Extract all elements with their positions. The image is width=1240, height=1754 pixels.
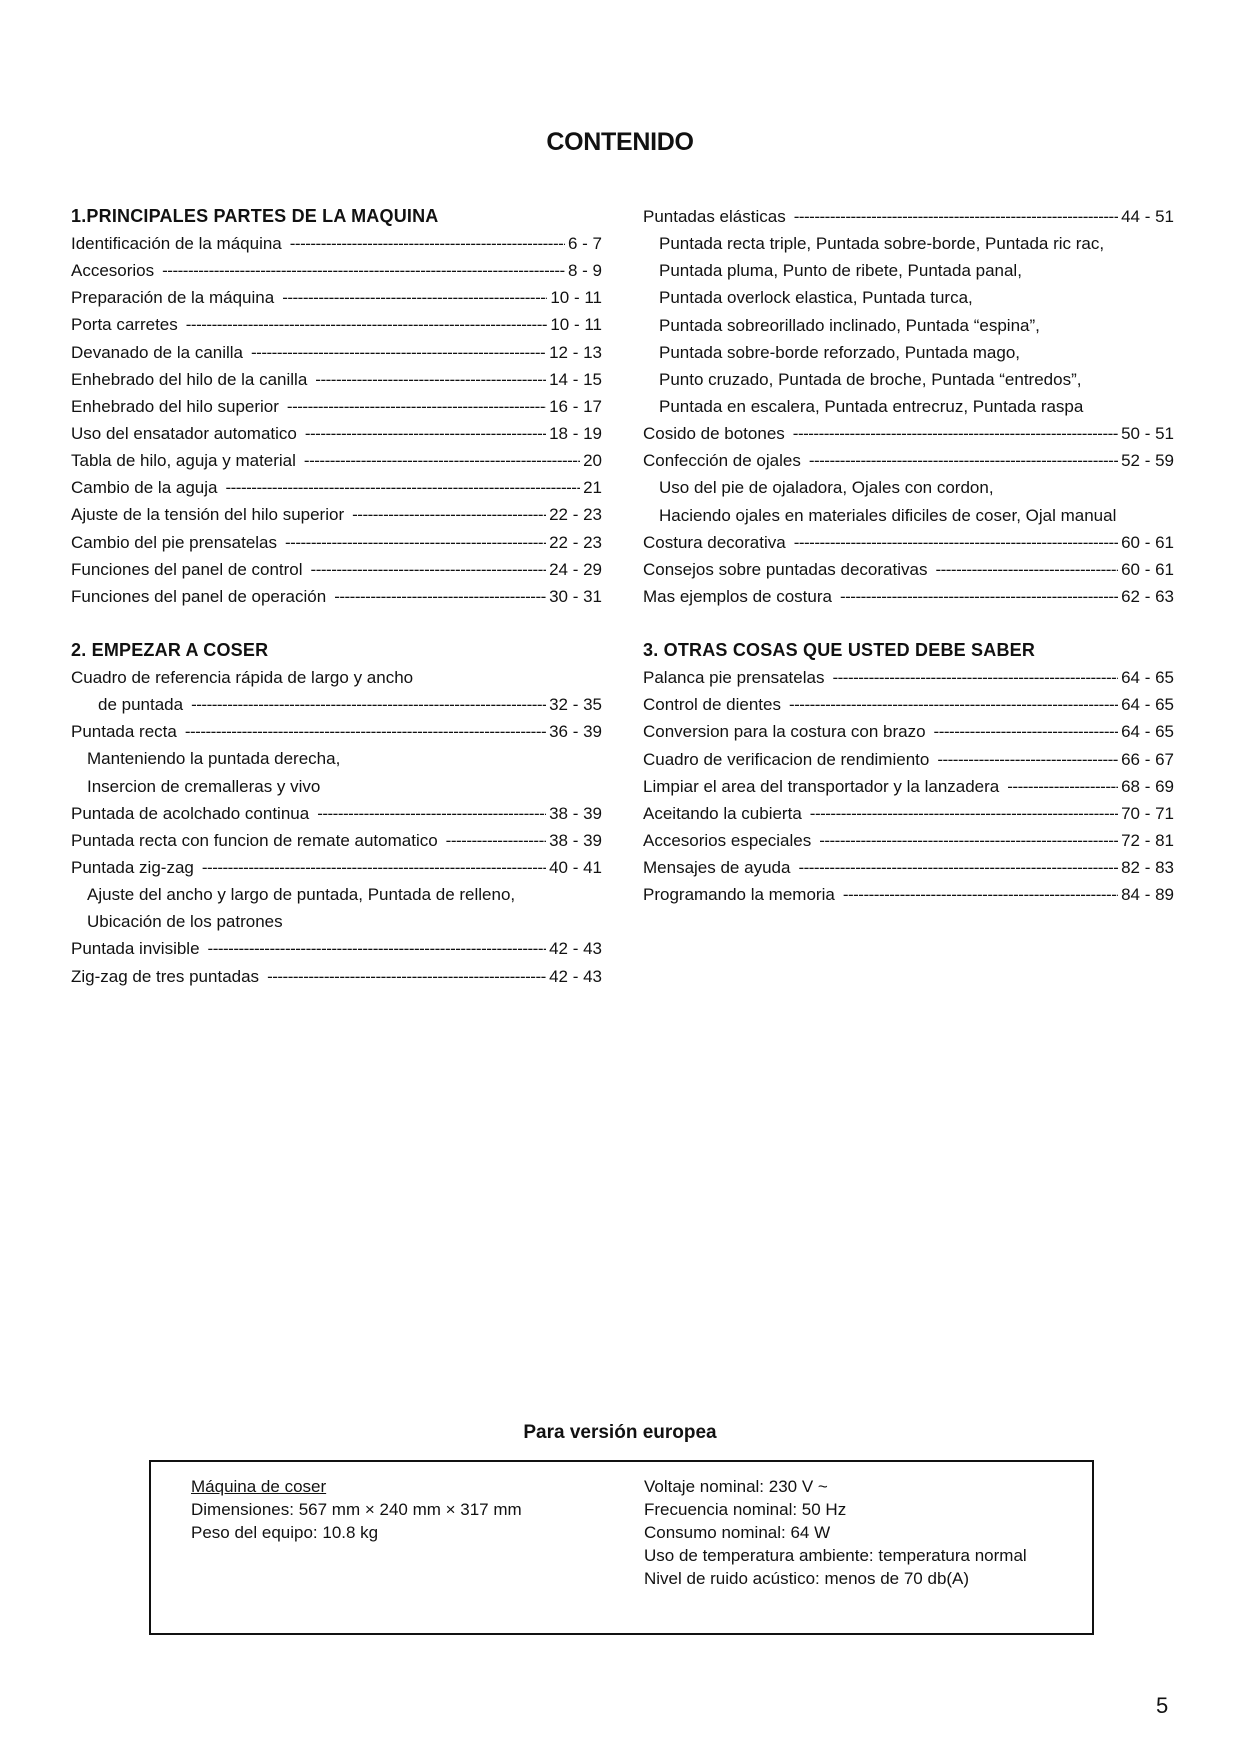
toc-entry-pages: 18 - 19 bbox=[549, 423, 602, 443]
european-version-heading: Para versión europea bbox=[523, 1422, 717, 1443]
dot-leader bbox=[317, 800, 546, 827]
dot-leader bbox=[225, 474, 580, 501]
toc-entry-pages: 64 - 65 bbox=[1121, 668, 1174, 688]
machine-dimensions: Dimensiones: 567 mm × 240 mm × 317 mm bbox=[191, 1500, 522, 1519]
dot-leader bbox=[810, 800, 1118, 827]
toc-entry-label: Cambio del pie prensatelas bbox=[71, 532, 278, 552]
toc-entry-pages: 82 - 83 bbox=[1121, 858, 1174, 878]
page-title: CONTENIDO bbox=[546, 128, 694, 156]
toc-entry-pages: 60 - 61 bbox=[1121, 559, 1174, 579]
dot-leader bbox=[251, 339, 546, 366]
dot-leader bbox=[794, 529, 1118, 556]
toc-entry-pages: 66 - 67 bbox=[1121, 749, 1174, 769]
dot-leader bbox=[446, 827, 546, 854]
toc-entry[interactable] bbox=[71, 556, 602, 583]
machine-weight: Peso del equipo: 10.8 kg bbox=[191, 1523, 379, 1542]
toc-entry-ojales[interactable] bbox=[643, 447, 1174, 474]
toc-entry-pages: 70 - 71 bbox=[1121, 803, 1174, 823]
toc-subentry: Manteniendo la puntada derecha, bbox=[87, 749, 341, 769]
toc-entry-label: Conversion para la costura con brazo bbox=[643, 722, 926, 742]
toc-entry-label: Preparación de la máquina bbox=[71, 288, 275, 308]
section-heading-otras-cosas: 3. OTRAS COSAS QUE USTED DEBE SABER bbox=[643, 640, 1036, 661]
toc-entry-label: Accesorios especiales bbox=[643, 830, 812, 850]
toc-subentry: Haciendo ojales en materiales dificiles de coser, Ojal manual bbox=[659, 505, 1117, 525]
toc-entry[interactable] bbox=[71, 420, 602, 447]
ambient-temperature: Uso de temperatura ambiente: temperatura normal bbox=[644, 1546, 1027, 1565]
toc-entry-pages: 64 - 65 bbox=[1121, 695, 1174, 715]
toc-entry-label: Costura decorativa bbox=[643, 532, 786, 552]
toc-entry-pages: 36 - 39 bbox=[549, 722, 602, 742]
toc-entry-label: Enhebrado del hilo de la canilla bbox=[71, 369, 308, 389]
toc-entry-pages: 10 - 11 bbox=[550, 315, 602, 335]
toc-entry-label: Cuadro de verificacion de rendimiento bbox=[643, 749, 930, 769]
toc-entry-invisible[interactable] bbox=[71, 935, 602, 962]
specifications-box bbox=[149, 1460, 1094, 1635]
toc-entry-label: Ajuste de la tensión del hilo superior bbox=[71, 505, 345, 525]
toc-entry-pages: 24 - 29 bbox=[549, 559, 602, 579]
toc-entry[interactable] bbox=[643, 691, 1174, 718]
toc-entry[interactable] bbox=[643, 800, 1174, 827]
nominal-consumption: Consumo nominal: 64 W bbox=[644, 1523, 831, 1542]
toc-subentry: Ubicación de los patrones bbox=[87, 912, 283, 932]
toc-entry-pages: 40 - 41 bbox=[549, 857, 602, 877]
toc-entry[interactable] bbox=[71, 393, 602, 420]
toc-entry[interactable] bbox=[643, 718, 1174, 745]
toc-subentry: Uso del pie de ojaladora, Ojales con cordon, bbox=[659, 478, 994, 498]
toc-subentry: Puntada recta triple, Puntada sobre-borde, Puntada ric rac, bbox=[659, 234, 1105, 254]
toc-entry-label: Accesorios bbox=[71, 261, 155, 281]
toc-entry-pages: 42 - 43 bbox=[549, 966, 602, 986]
toc-entry[interactable] bbox=[643, 746, 1174, 773]
section3-entry-list bbox=[643, 664, 1174, 908]
section-heading-empezar-a-coser: 2. EMPEZAR A COSER bbox=[71, 639, 269, 660]
toc-entry[interactable] bbox=[71, 447, 602, 474]
toc-entry-pages: 72 - 81 bbox=[1121, 830, 1174, 850]
toc-entry-zigzag[interactable] bbox=[71, 854, 602, 881]
dot-leader bbox=[1007, 773, 1118, 800]
toc-entry-pages: 22 - 23 bbox=[549, 505, 602, 525]
dot-leader bbox=[208, 935, 547, 962]
toc-entry-label: Funciones del panel de operación bbox=[71, 586, 327, 606]
toc-entry-pages: 21 bbox=[583, 478, 602, 498]
dot-leader bbox=[202, 854, 546, 881]
toc-subentry: Puntada pluma, Punto de ribete, Puntada panal, bbox=[659, 261, 1022, 281]
toc-subentry: Ajuste del ancho y largo de puntada, Puntada de relleno, bbox=[87, 885, 516, 905]
machine-specs bbox=[191, 1475, 522, 1544]
toc-subentry: Puntada sobre-borde reforzado, Puntada mago, bbox=[659, 342, 1021, 362]
toc-entry[interactable] bbox=[643, 881, 1174, 908]
toc-entry-pages: 20 bbox=[583, 451, 602, 471]
dot-leader bbox=[267, 963, 546, 990]
toc-entry[interactable] bbox=[643, 827, 1174, 854]
toc-subentry: Puntada en escalera, Puntada entrecruz, Puntada raspa bbox=[659, 396, 1084, 416]
toc-entry-pages: 68 - 69 bbox=[1121, 776, 1174, 796]
toc-entry-puntada-recta[interactable] bbox=[71, 718, 602, 745]
dot-leader bbox=[793, 420, 1118, 447]
toc-entry[interactable] bbox=[71, 501, 602, 528]
toc-entry-quick-reference-continued[interactable] bbox=[71, 691, 602, 718]
electrical-specs bbox=[644, 1475, 1027, 1590]
toc-entry-label: Confección de ojales bbox=[643, 451, 801, 471]
dot-leader bbox=[311, 556, 547, 583]
toc-entry-label: Puntada zig-zag bbox=[71, 857, 194, 877]
toc-entry[interactable] bbox=[643, 854, 1174, 881]
toc-entry-label: Programando la memoria bbox=[643, 885, 835, 905]
toc-entry-elasticas[interactable] bbox=[643, 203, 1174, 230]
toc-entry[interactable] bbox=[643, 773, 1174, 800]
dot-leader bbox=[789, 691, 1118, 718]
dot-leader bbox=[285, 529, 546, 556]
dot-leader bbox=[282, 284, 547, 311]
dot-leader bbox=[290, 230, 565, 257]
toc-entry-label: Devanado de la canilla bbox=[71, 342, 244, 362]
toc-entry-label: Puntada recta bbox=[71, 722, 177, 742]
toc-entry-decorativa[interactable] bbox=[643, 529, 1174, 556]
dot-leader bbox=[287, 393, 546, 420]
toc-entry-label: Puntada de acolchado continua bbox=[71, 803, 310, 823]
toc-entry-label: Control de dientes bbox=[643, 695, 781, 715]
noise-level: Nivel de ruido acústico: menos de 70 db(A) bbox=[644, 1569, 970, 1588]
toc-entry-label: Mensajes de ayuda bbox=[643, 858, 791, 878]
toc-entry-quick-reference[interactable]: Cuadro de referencia rápida de largo y ancho bbox=[71, 667, 414, 687]
toc-entry-pages: 84 - 89 bbox=[1121, 885, 1174, 905]
toc-entry-label: Enhebrado del hilo superior bbox=[71, 396, 279, 416]
toc-entry-tres-puntadas[interactable] bbox=[71, 963, 602, 990]
dot-leader bbox=[334, 583, 546, 610]
toc-subentry: Insercion de cremalleras y vivo bbox=[87, 776, 321, 796]
toc-entry-label: Identificación de la máquina bbox=[71, 234, 282, 253]
toc-entry-pages: 60 - 61 bbox=[1121, 532, 1174, 552]
toc-entry-consejos[interactable] bbox=[643, 556, 1174, 583]
toc-entry[interactable] bbox=[71, 230, 602, 257]
toc-entry-pages: 42 - 43 bbox=[549, 939, 602, 959]
toc-entry-label: Funciones del panel de control bbox=[71, 559, 303, 579]
section1-entry-list bbox=[71, 230, 602, 610]
dot-leader bbox=[304, 447, 580, 474]
toc-entry-pages: 14 - 15 bbox=[549, 369, 602, 389]
nominal-frequency: Frecuencia nominal: 50 Hz bbox=[644, 1500, 847, 1519]
toc-entry[interactable] bbox=[71, 474, 602, 501]
toc-entry[interactable] bbox=[71, 583, 602, 610]
toc-entry-label: Limpiar el area del transportador y la lanzadera bbox=[643, 776, 1000, 796]
toc-entry[interactable] bbox=[71, 311, 602, 338]
toc-entry-label: Puntadas elásticas bbox=[643, 207, 786, 226]
toc-subentry: Puntada sobreorillado inclinado, Puntada “espina”, bbox=[659, 315, 1040, 335]
toc-entry-label: Puntada recta con funcion de remate automatico bbox=[71, 830, 438, 850]
toc-entry-label: de puntada bbox=[98, 695, 184, 715]
toc-entry-label: Puntada invisible bbox=[71, 939, 200, 959]
dot-leader bbox=[935, 556, 1118, 583]
dot-leader bbox=[937, 746, 1118, 773]
toc-entry-pages: 22 - 23 bbox=[549, 532, 602, 552]
toc-entry-label: Porta carretes bbox=[71, 315, 178, 335]
section-heading-principales-partes: 1.PRINCIPALES PARTES DE LA MAQUINA bbox=[71, 206, 439, 226]
dot-leader bbox=[809, 447, 1118, 474]
toc-entry-label: Cambio de la aguja bbox=[71, 478, 218, 498]
dot-leader bbox=[832, 664, 1118, 691]
toc-entry-pages: 10 - 11 bbox=[550, 288, 602, 308]
toc-entry-pages: 64 - 65 bbox=[1121, 722, 1174, 742]
toc-entry-pages: 8 - 9 bbox=[567, 261, 602, 281]
toc-entry-pages: 6 - 7 bbox=[567, 234, 602, 253]
toc-entry-pages: 16 - 17 bbox=[549, 396, 602, 416]
toc-entry-label: Zig-zag de tres puntadas bbox=[71, 966, 260, 986]
dot-leader bbox=[352, 501, 546, 528]
toc-entry-label: Cosido de botones bbox=[643, 424, 785, 444]
toc-entry-pages: 38 - 39 bbox=[549, 803, 602, 823]
toc-entry-remate-automatico[interactable] bbox=[71, 827, 602, 854]
dot-leader bbox=[191, 691, 546, 718]
toc-right-column bbox=[643, 203, 1174, 908]
nominal-voltage: Voltaje nominal: 230 V ~ bbox=[644, 1477, 828, 1496]
toc-entry-label: Aceitando la cubierta bbox=[643, 803, 802, 823]
toc-entry[interactable] bbox=[71, 339, 602, 366]
toc-subentry: Punto cruzado, Puntada de broche, Puntada “entredos”, bbox=[659, 369, 1082, 389]
toc-entry[interactable] bbox=[643, 664, 1174, 691]
dot-leader bbox=[843, 881, 1118, 908]
dot-leader bbox=[162, 257, 565, 284]
toc-entry-label: Mas ejemplos de costura bbox=[643, 586, 832, 606]
toc-entry[interactable] bbox=[71, 284, 602, 311]
toc-entry-ejemplos[interactable] bbox=[643, 583, 1174, 610]
toc-entry-pages: 32 - 35 bbox=[549, 695, 602, 715]
toc-entry[interactable] bbox=[71, 366, 602, 393]
toc-entry-pages: 38 - 39 bbox=[549, 830, 602, 850]
toc-entry-pages: 52 - 59 bbox=[1121, 451, 1174, 471]
dot-leader bbox=[840, 583, 1118, 610]
toc-entry-pages: 62 - 63 bbox=[1121, 586, 1174, 606]
toc-entry-pages: 12 - 13 bbox=[549, 342, 602, 362]
toc-entry-label: Uso del ensatador automatico bbox=[71, 423, 297, 443]
dot-leader bbox=[794, 203, 1118, 230]
toc-entry-label: Tabla de hilo, aguja y material bbox=[71, 451, 296, 471]
dot-leader bbox=[315, 366, 546, 393]
toc-entry-botones[interactable] bbox=[643, 420, 1174, 447]
toc-entry-pages: 44 - 51 bbox=[1121, 207, 1174, 226]
page-number: 5 bbox=[1156, 1693, 1169, 1718]
toc-entry-pages: 30 - 31 bbox=[549, 586, 602, 606]
toc-entry[interactable] bbox=[71, 529, 602, 556]
toc-left-column bbox=[71, 203, 602, 990]
toc-entry[interactable] bbox=[71, 257, 602, 284]
toc-entry-label: Palanca pie prensatelas bbox=[643, 668, 825, 688]
dot-leader bbox=[819, 827, 1118, 854]
dot-leader bbox=[305, 420, 546, 447]
dot-leader bbox=[934, 718, 1119, 745]
dot-leader bbox=[186, 311, 548, 338]
machine-label: Máquina de coser bbox=[191, 1477, 327, 1496]
toc-entry-pages: 50 - 51 bbox=[1121, 424, 1174, 444]
toc-entry-label: Consejos sobre puntadas decorativas bbox=[643, 559, 928, 579]
dot-leader bbox=[185, 718, 546, 745]
toc-subentry: Puntada overlock elastica, Puntada turca, bbox=[659, 288, 973, 308]
toc-entry-acolchado[interactable] bbox=[71, 800, 602, 827]
dot-leader bbox=[798, 854, 1118, 881]
